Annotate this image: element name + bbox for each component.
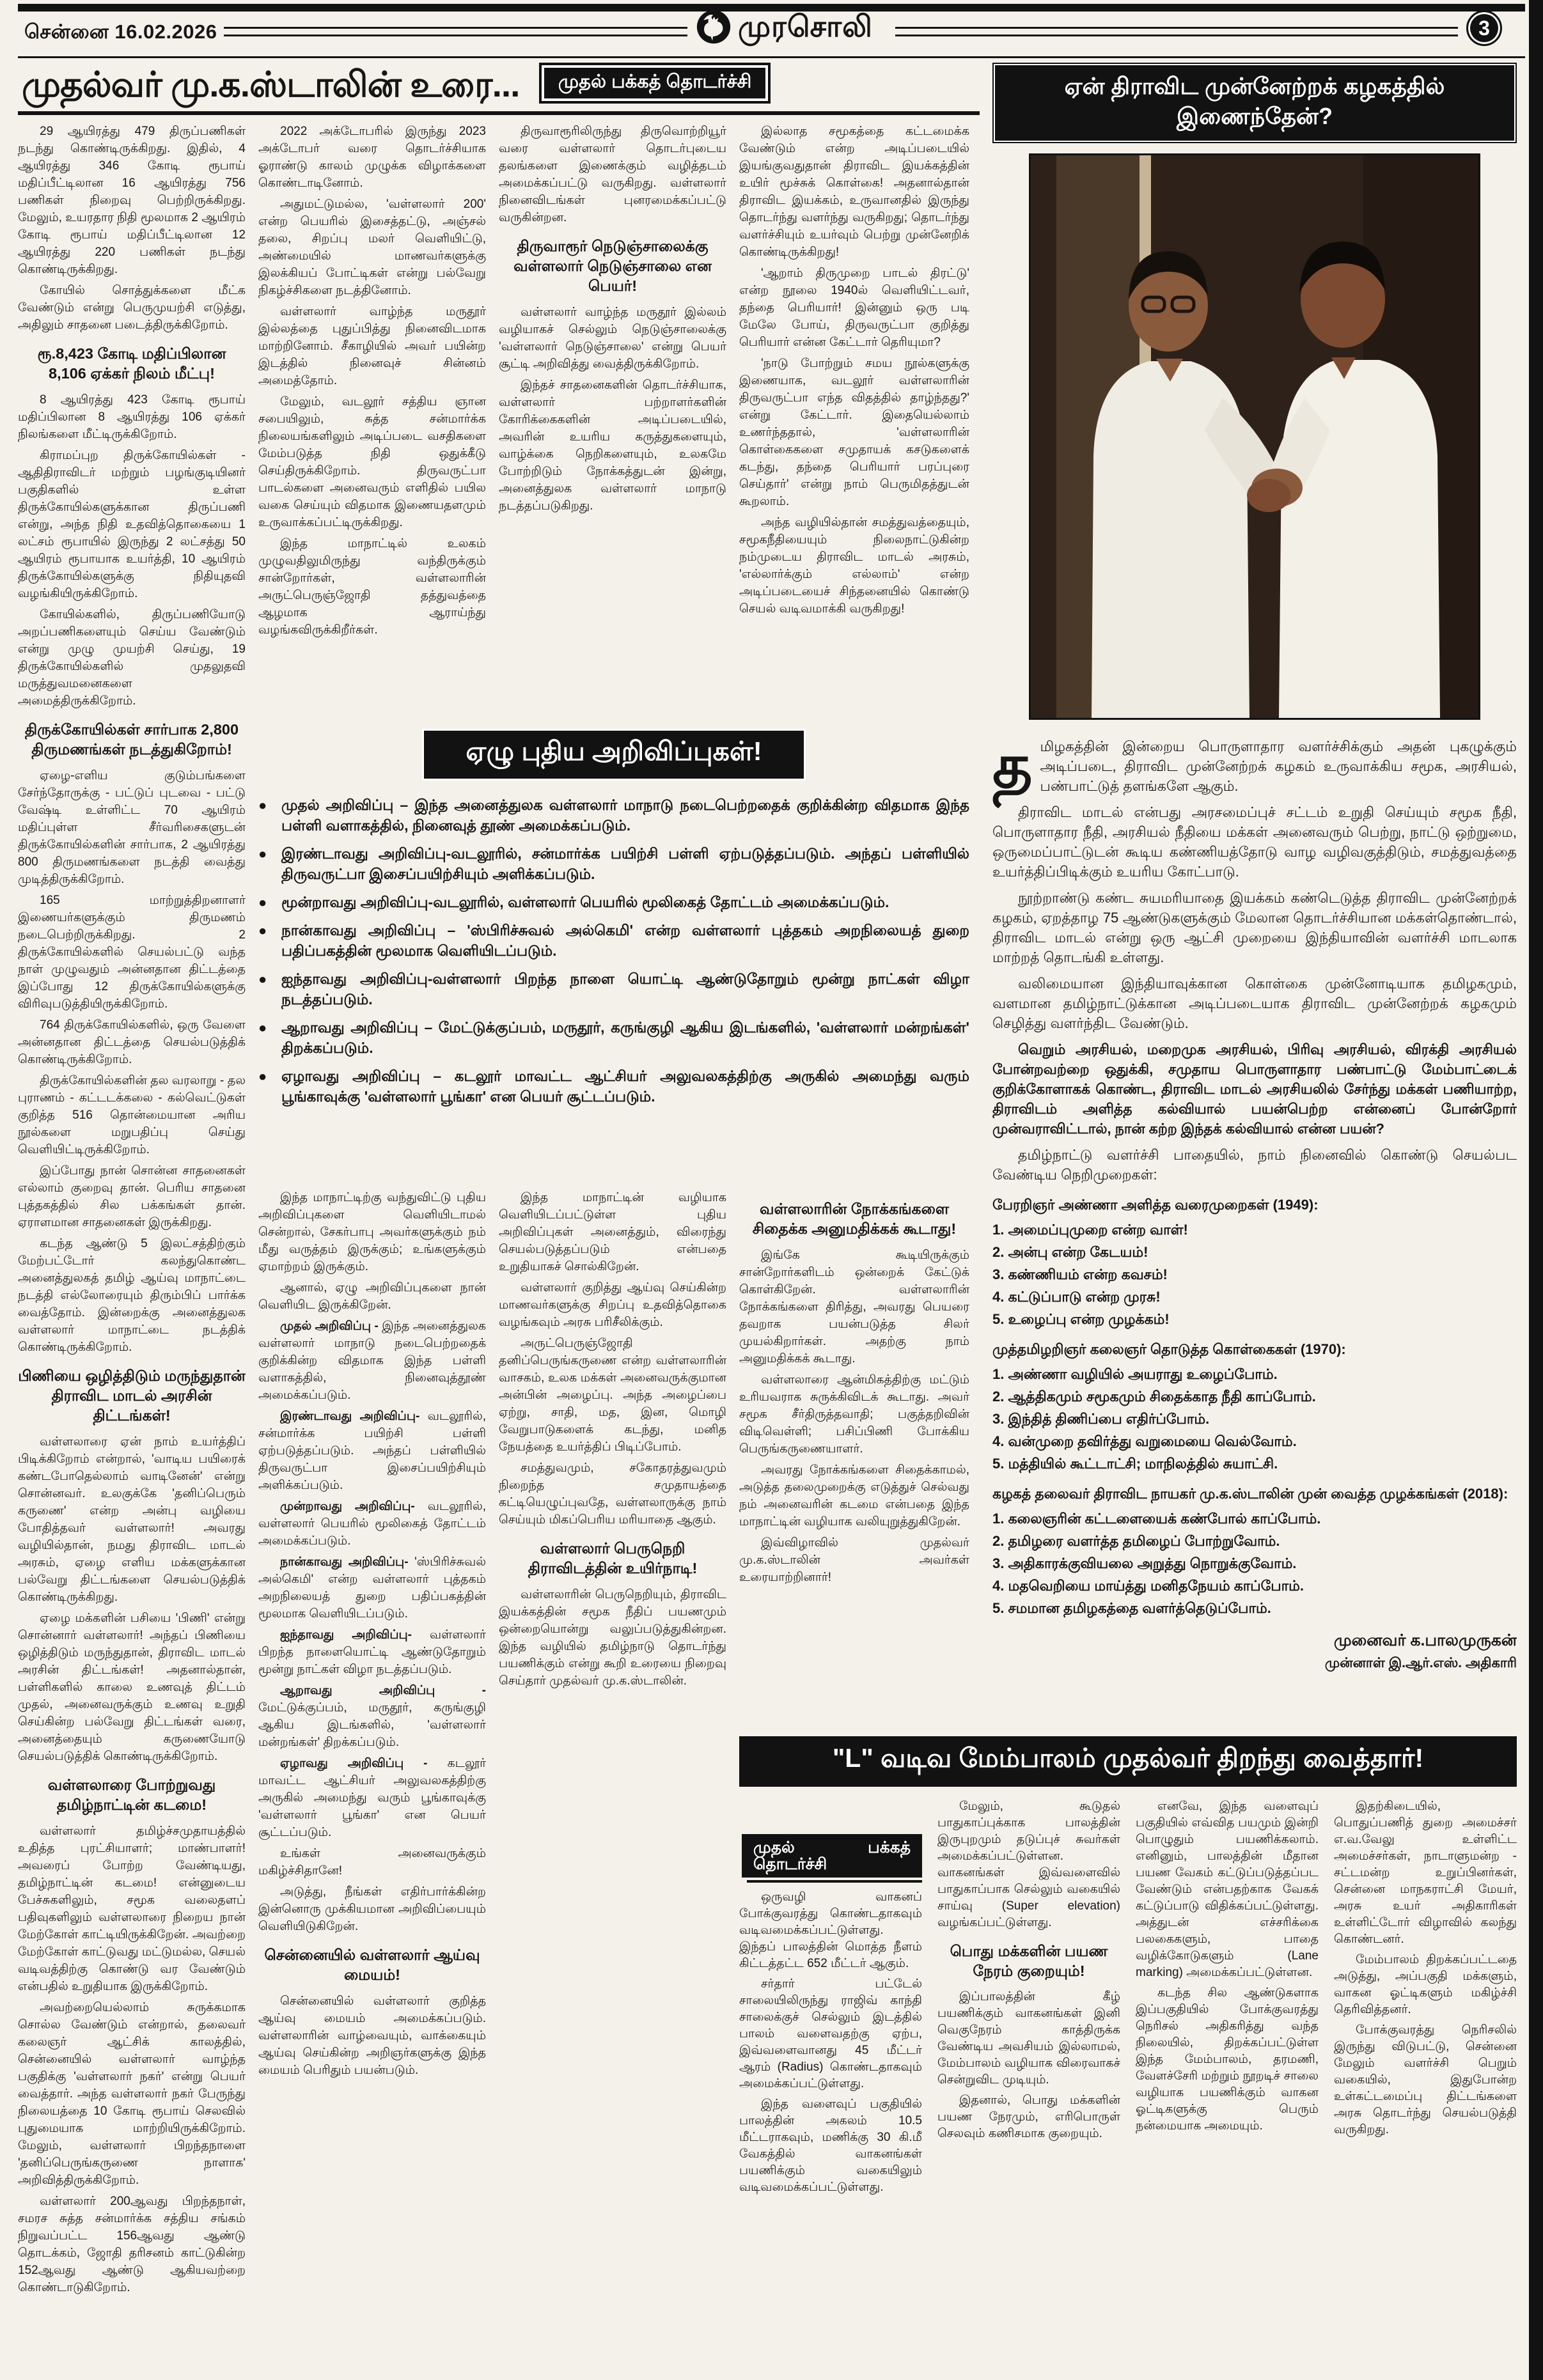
article-block: வள்ளலார் 200ஆவது பிறந்தநாள், சமரச சுத்த சன்மார்க்க சத்திய சங்கம் நிறுவப்பட்ட 156ஆவது ஆண்டு தொடக்கம், ஜோதி தரிசனம் காட்டுகின்ற 152ஆவது ஆண்டு ஆகியவற்றை கொண்டாடுகிறோம்.: [18, 2195, 246, 2294]
announcements-title: ஏழு புதிய அறிவிப்புகள்!: [422, 729, 806, 781]
article-block: இந்த வளைவுப் பகுதியில் பாலத்தின் அகலம் 10.5 மீட்டராகவும், மணிக்கு 30 கி.மீ வேகத்தில் வாகனங்கள் பயணிக்கும் வகையிலும் வடிவமைக்கப்பட்டுள்ளது.: [739, 2097, 922, 2194]
article-block: இல்லாத சமூகத்தை கட்டமைக்க வேண்டும் என்ற அடிப்படையில் இயங்குவதுதான் திராவிட இயக்கத்தின் உயிர் மூச்சுக் கொள்கை! அதனால்தான் திராவிட இயக்கம், உருவானதில் இருந்து தொடர்ந்து வளர்ந்து வருகிறது; தொடர்ந்து வளர்ச்சியும் உயர்வும் பெற்று முன்னேறிக் கொண்டிருக்கிறது!: [739, 125, 969, 259]
headline-rule: [18, 111, 980, 115]
right-article-block: நூற்றாண்டு கண்ட சுயமரியாதை இயக்கம் கண்டெடுத்த திராவிட முன்னேற்றக் கழகம், ஏறத்தாழ 75 ஆண்டுகளுக்கும் மேலான தொடர்ச்சியான மக்கள்தொண்டால், திராவிட மாடல் என்று ஒரு ஆட்சி முறையை இந்தியாவின் வளர்ச்சி மாடலாக மாற்றத் தொடங்கி உள்ளது.: [992, 890, 1517, 965]
article-block: 'ஆறாம் திருமுறை பாடல் திரட்டு' என்ற நூலை 1940ல் வெளியிட்டவர், தந்தை பெரியார்! இன்னும் ஒரு படி மேலே போய், திருவருட்பா குறித்து பெரியார் என்ன கேட்டார் தெரியுமா?: [739, 267, 969, 349]
flyover-headline: "L" வடிவ மேம்பாலம் முதல்வர் திறந்து வைத்தார்!: [739, 1736, 1517, 1787]
article-block: மேலும், கூடுதல் பாதுகாப்புக்காக பாலத்தின் இருபுறமும் தடுப்புச் சுவர்கள் அமைக்கப்பட்டுள்ளன. வாகனங்கள் இவ்வளைவில் பாதுகாப்பாக செல்லும் வகையில் சாய்வு (Super elevation) வழங்கப்பட்டுள்ளது.: [937, 1800, 1120, 1929]
article-block: போக்குவரத்து நெரிசலில் இருந்து விடுபட்டு, சென்னை மேலும் வளர்ச்சி பெறும் வகையில், இதுபோன்ற உள்கட்டமைப்பு திட்டங்களை அரசு தொடர்ந்து செயல்படுத்தி வருகிறது.: [1334, 2023, 1517, 2136]
article-block: சமத்துவமும், சகோதரத்துவமும் நிறைந்த சமுதாயத்தை கட்டியெழுப்புவதே, வள்ளலாருக்கு நாம் செய்யும் மிகப்பெரிய மரியாதை ஆகும்.: [499, 1461, 726, 1527]
article-block: திருவாரூரிலிருந்து திருவொற்றியூர் வரை வள்ளலார் தொடர்புடைய தலங்களை இணைக்கும் வழித்தடம் அமைக்கப்பட்டு வருகிறது. வள்ளலார் நினைவிடங்கள் புனரமைக்கப்பட்டு வருகின்றன.: [499, 125, 726, 224]
author-name: முனைவர் க.பாலமுருகன்: [1333, 1631, 1517, 1649]
article-block: இவ்விழாவில் முதல்வர் மு.க.ஸ்டாலின் அவர்கள் உரையாற்றினார்!: [739, 1536, 969, 1584]
flyover-column-4: [1334, 1798, 1517, 2354]
edition-date: சென்னை 16.02.2026: [24, 20, 217, 43]
byline: [992, 1631, 1517, 1673]
paper-logo: [696, 9, 873, 48]
announcement-item: ● முதல் அறிவிப்பு – இந்த அனைத்துலக வள்ளலார் மாநாடு நடைபெற்றதைக் குறிக்கின்ற விதமாக இந்த பள்ளி வளாகத்தில், நினைவுத் தூண் அமைக்கப்படும்.: [258, 795, 969, 836]
main-article-header: [22, 63, 980, 105]
article-block: 165 மாற்றுத்திறனாளர் இணையர்களுக்கும் திருமணம் நடைபெற்றிருக்கிறது. 2 திருக்கோயில்களில் செயல்பட்டு வந்த நாள் முழுவதும் அன்னதான திட்டத்தை இப்போது 12 திருக்கோயில்களுக்கு விரிவுபடுத்தியிருக்கிறோம்.: [18, 894, 246, 1011]
article-block: வள்ளலார் குறித்து ஆய்வு செய்கின்ற மாணவர்களுக்கு சிறப்பு உதவித்தொகை வழங்கவும் அரசு பரிசீலிக்கும்.: [499, 1281, 726, 1329]
masthead-rule-right: [895, 27, 1458, 36]
article-block: இந்தச் சாதனைகளின் தொடர்ச்சியாக, வள்ளலார் பற்றாளர்களின் கோரிக்கைகளின் அடிப்படையில், அவரின் உயரிய கருத்துகளையும், வாழ்க்கை நெறிகளையும், உலகமே போற்றிடும் நோக்கத்துடன் இன்று, அனைத்துலக வள்ளலார் மாநாடு நடத்தப்படுகிறது.: [499, 378, 726, 513]
article-block: 'நாடு போற்றும் சமய நூல்களுக்கு இணையாக, வடலூர் வள்ளலாரின் திருவருட்பா எந்த விதத்தில் தாழ்ந்தது?' என்று கேட்டார். இதையெல்லாம் உணர்ந்ததால், 'வள்ளலாரின் கொள்கைகளை சமுதாயக் கசடுகளைக் கடந்து, தந்தை பெரியார் பரப்புரை செய்தார்' என்று நாம் பெருமிதத்துடன் கூறலாம்.: [739, 357, 969, 508]
announcement-item: ● ஏழாவது அறிவிப்பு – கடலூர் மாவட்ட ஆட்சியர் அலுவலகத்திற்கு அருகில் அமைந்து வரும் பூங்காவுக்கு 'வள்ளலார் பூங்கா' என பெயர் சூட்டப்படும்.: [258, 1066, 969, 1107]
article-block: கடந்த சில ஆண்டுகளாக இப்பகுதியில் போக்குவரத்து நெரிசல் அதிகரித்து வந்த நிலையில், திறக்கப்பட்டுள்ள இந்த மேம்பாலம், தரமணி, வேளச்சேரி மற்றும் நூறடிச் சாலை வழியாக பயணிக்கும் வாகன ஓட்டிகளுக்கு பெரும் நன்மையாக அமையும்.: [1136, 1986, 1319, 2133]
article-block: மேம்பாலம் திறக்கப்பட்டதை அடுத்து, அப்பகுதி மக்களும், வாகன ஓட்டிகளும் மகிழ்ச்சி தெரிவித்தனர்.: [1334, 1953, 1517, 2016]
right-article-block: தமிழ்நாட்டு வளர்ச்சி பாதையில், நாம் நினைவில் கொண்டு செயல்பட வேண்டிய நெறிமுறைகள்:: [992, 1147, 1517, 1183]
article-block: வள்ளலார் தமிழ்ச்சமுதாயத்தில் உதித்த புரட்சியாளர்; மாண்பாளர்! அவரைப் போற்ற வேண்டியது, தமிழ்நாட்டின் கடமை! என்னுடைய பேச்சுகளிலும், சமூக வலைதளப் பதிவுகளிலும் வள்ளலாரை நிறைய நான் மேற்கோள் காட்டியிருக்கிறேன். அவற்றை மேற்கோள் காட்டுவது மட்டுமல்ல, செயல் வடிவத்திற்கு கொண்டு வர வேண்டும் என்பதில் உறுதியாக இருக்கிறோம்.: [18, 1824, 246, 1993]
flyover-column-1: [739, 1798, 922, 2354]
article-block: முதல் அறிவிப்பு - இந்த அனைத்துலக வள்ளலார் மாநாடு நடைபெற்றதைக் குறிக்கின்ற விதமாக இந்த பள்ளி வளாகத்தில், நினைவுத்தூண் அமைக்கப்படும்.: [258, 1319, 486, 1402]
article-block: கிராமப்புற திருக்கோயில்கள் - ஆதிதிராவிடர் மற்றும் பழங்குடியினர் பகுதிகளில் உள்ள திருக்கோயில்களுக்கான திருப்பணி என்று, அந்த நிதி உதவித்தொகையை 1 லட்சம் ரூபாயில் இருந்து 2 லட்சத்து 50 ஆயிரம் ரூபாயாக உயர்த்தி, 10 ஆயிரம் திருக்கோயில்களுக்கு நிதியுதவி வழங்கியிருக்கிறோம்.: [18, 449, 246, 600]
article-block: அவற்றையெல்லாம் சுருக்கமாக சொல்ல வேண்டும் என்றால், தலைவர் கலைஞர் ஆட்சிக் காலத்தில், சென்னையில் வள்ளலார் வாழ்ந்த பகுதிக்கு 'வள்ளலார் நகர்' என்று பெயர் வைத்தார். அந்த வள்ளலார் நகர் பேருந்து நிலையத்தை 10 கோடி ரூபாய் செலவில் புதுமையாக மாற்றியிருக்கிறோம். மேலும், வள்ளலார் பிறந்தநாளை 'தனிப்பெருங்கருணை நாளாக' அறிவித்திருக்கிறோம்.: [18, 2001, 246, 2187]
masthead-rule-left: [224, 27, 687, 36]
article-block: 764 திருக்கோயில்களில், ஒரு வேளை அன்னதான திட்டத்தை செயல்படுத்திக் கொண்டிருக்கிறோம்.: [18, 1018, 246, 1066]
article-block: மேலும், வடலூர் சத்திய ஞான சபையிலும், சுத்த சன்மார்க்க நிலையங்களிலும் அடிப்படை வசதிகளை மேம்படுத்த நிதி ஒதுக்கீடு செய்திருக்கிறோம். திருவருட்பா பாடல்களை அனைவரும் எளிதில் பயில வகை செய்யும் விதமாக இணையதளமும் உருவாக்கப்பட்டிருக்கிறது.: [258, 395, 486, 529]
article-block: கடந்த ஆண்டு 5 இலட்சத்திற்கும் மேற்பட்டோர் கலந்துகொண்ட அனைத்துலகத் தமிழ் ஆய்வு மாநாட்டை நடத்தி எல்லோரையும் திரும்பிப் பார்க்க வைத்தோம். இன்றைக்கு அனைத்துலக வள்ளலார் மாநாட்டை நடத்திக் கொண்டிருக்கிறோம்.: [18, 1237, 246, 1354]
right-article-block: 5. மத்தியில் கூட்டாட்சி; மாநிலத்தில் சுயாட்சி.: [992, 1456, 1278, 1472]
article-block: வள்ளலார் வாழ்ந்த மருதூர் இல்லம் வழியாகச் செல்லும் நெடுஞ்சாலைக்கு 'வள்ளலார் நெடுஞ்சாலை' என்று பெயர் சூட்டி அறிவித்து வைத்திருக்கிறோம்.: [499, 306, 726, 371]
main-headline: முதல்வர் மு.க.ஸ்டாலின் உரை...: [22, 65, 520, 104]
right-article-block: 4. வன்முறை தவிர்த்து வறுமையை வெல்வோம்.: [992, 1433, 1297, 1449]
article-block: அந்த வழியில்தான் சமத்துவத்தையும், சமூகநீதியையும் நிலைநாட்டுகின்ற நம்முடைய திராவிட மாடல் அரசும், 'எல்லார்க்கும் எல்லாம்' என்ற அடிப்படையைச் சிந்தனையில் கொண்டு செயல் வடிவமாக்கி வருகிறது!: [739, 516, 969, 616]
article-block: திருக்கோயில்களின் தல வரலாறு - தல புராணம் - கட்டடக்கலை - கல்வெட்டுகள் குறித்த 516 தொன்மையான அரிய நூல்களை மறுபதிப்பு செய்து வெளியிட்டிருக்கிறோம்.: [18, 1074, 246, 1156]
main-column-3-top: [499, 123, 726, 719]
article-block: ஒருவழி வாகனப் போக்குவரத்து கொண்டதாகவும் வடிவமைக்கப்பட்டுள்ளது. இந்தப் பாலத்தின் மொத்த நீளம் கிட்டத்தட்ட 652 மீட்டர் ஆகும்.: [739, 1890, 922, 1970]
announcement-item: ● இரண்டாவது அறிவிப்பு-வடலூரில், சன்மார்க்க பயிற்சி பள்ளி ஏற்படுத்தப்படும். அந்தப் பள்ளியில் திருவருட்பா இசைப்பயிற்சியும் அளிக்கப்படும்.: [258, 843, 969, 884]
masthead-bottom-rule: [18, 56, 1525, 58]
article-block: ரூ.8,423 கோடி மதிப்பிலான 8,106 ஏக்கர் நிலம் மீட்பு!: [37, 345, 226, 382]
right-article-body: [992, 802, 1517, 1618]
right-article-block: 2. தமிழரை வளர்த்த தமிழைப் போற்றுவோம்.: [992, 1533, 1280, 1549]
article-block: இந்த மாநாட்டில் உலகம் முழுவதிலுமிருந்து வந்திருக்கும் சான்றோர்கள், வள்ளலாரின் அருட்பெருஞ்ஜோதி தத்துவத்தை ஆழமாக ஆராய்ந்து வழங்கவிருக்கிறீர்கள்.: [258, 537, 486, 637]
handshake-photo-illustration: [1031, 155, 1478, 718]
page-number-badge: 3: [1466, 10, 1502, 46]
right-article-block: பேரறிஞர் அண்ணா அளித்த வரைமுறைகள் (1949):: [992, 1197, 1319, 1213]
main-column-2-bottom: [258, 1189, 486, 2363]
right-article-block: 2. ஆத்திகமும் சமூகமும் சிதைக்காத நீதி காப்போம்.: [992, 1388, 1316, 1404]
main-column-3-bottom: [499, 1189, 726, 2363]
right-article-block: 4. மதவெறியை மாய்த்து மனிதநேயம் காப்போம்.: [992, 1578, 1304, 1594]
right-article-block: 4. கட்டுப்பாடு என்ற முரசு!: [992, 1289, 1161, 1305]
article-block: அவரது நோக்கங்களை சிதைக்காமல், அடுத்த தலைமுறைக்கு எடுத்துச் செல்வது நம் அனைவரின் கடமை என்பதை இந்த மாநாட்டின் வழியாக வலியுறுத்துகிறேன்.: [739, 1463, 969, 1528]
right-article: [992, 63, 1517, 1721]
article-block: வள்ளலாரை போற்றுவது தமிழ்நாட்டின் கடமை!: [47, 1777, 216, 1813]
announcement-item: ● மூன்றாவது அறிவிப்பு-வடலூரில், வள்ளலார் பெயரில் மூலிகைத் தோட்டம் அமைக்கப்படும்.: [258, 892, 969, 912]
article-block: இதனால், பொது மக்களின் பயண நேரமும், எரிபொருள் செலவும் கணிசமாக குறையும்.: [937, 2094, 1120, 2140]
article-block: இப்போது நான் சொன்ன சாதனைகள் எல்லாம் குறைவு தான். பெரிய சாதனை புத்தகத்தில் சில பக்கங்கள் தான். ஏராளமான சாதனைகள் இருக்கிறது.: [18, 1164, 246, 1229]
right-article-block: 1. அண்ணா வழியில் அயராது உழைப்போம்.: [992, 1366, 1278, 1382]
article-block: பிணியை ஒழித்திடும் மருந்துதான் திராவிட மாடல் அரசின் திட்டங்கள்!: [18, 1367, 246, 1424]
article-block: பொது மக்களின் பயண நேரம் குறையும்!: [950, 1943, 1108, 1979]
article-block: ஏழாவது அறிவிப்பு - கடலூர் மாவட்ட ஆட்சியர் அலுவலகத்திற்கு அருகில் அமைந்து வரும் பூங்காவுக்கு 'வள்ளலார் பூங்கா' என பெயர் சூட்டப்படும்.: [258, 1757, 486, 1839]
main-column-1: [18, 123, 246, 2363]
flyover-column-2: [937, 1798, 1120, 2354]
main-column-2-top: [258, 123, 486, 719]
article-block: கோயில்களில், திருப்பணியோடு அறப்பணிகளையும் செய்ய வேண்டும் என்று முழு முயற்சி செய்து, 19 திருக்கோயில்களில் முதலுதவி மருத்துவமனைகளை அமைத்திருக்கிறோம்.: [18, 608, 246, 708]
article-block: சென்னையில் வள்ளலார் ஆய்வு மையம்!: [264, 1947, 480, 1983]
article-block: இரண்டாவது அறிவிப்பு- வடலூரில், சன்மார்க்க பயிற்சி பள்ளி ஏற்படுத்தப்படும். அந்தப் பள்ளியில் திருவருட்பா இசைப்பயிற்சியும் அளிக்கப்படும்.: [258, 1410, 486, 1492]
article-block: அடுத்து, நீங்கள் எதிர்பார்க்கின்ற இன்னொரு முக்கியமான அறிவிப்பையும் வெளியிடுகிறேன்.: [258, 1885, 486, 1933]
article-block: இதற்கிடையில், பொதுப்பணித் துறை அமைச்சர் எ.வ.வேலு உள்ளிட்ட அமைச்சர்கள், நாடாளுமன்ற - சட்டமன்ற உறுப்பினர்கள், சென்னை மாநகராட்சி மேயர், அரசு உயர் அதிகாரிகள் உள்ளிட்டோர் விழாவில் கலந்து கொண்டனர்.: [1334, 1800, 1517, 1946]
article-block: முன்றாவது அறிவிப்பு- வடலூரில், வள்ளலார் பெயரில் மூலிகைத் தோட்டம் அமைக்கப்படும்.: [258, 1500, 486, 1548]
article-block: அருட்பெருஞ்ஜோதி தனிப்பெருங்கருணை என்ற வள்ளலாரின் வாசகம், உலக மக்கள் அனைவருக்குமான அன்பின் அழைப்பு. அந்த அழைப்பை ஏற்று, சாதி, மத, இன, மொழி வேறுபாடுகளைக் கடந்து, மனித நேயத்தை உயர்த்திப் பிடிப்போம்.: [499, 1337, 726, 1454]
article-block: ஆறாவது அறிவிப்பு - மேட்டுக்குப்பம், மருதூர், கருங்குழி ஆகிய இடங்களில், 'வள்ளலார் மன்றங்கள்' திறக்கப்படும்.: [258, 1684, 486, 1749]
author-title: முன்னாள் இ.ஆர்.எஸ். அதிகாரி: [1324, 1656, 1517, 1670]
article-block: ஏழை மக்களின் பசியை 'பிணி' என்று சொன்னார் வள்ளலார்! அந்தப் பிணியை ஒழித்திடும் மருந்துதான், திராவிட மாடல் அரசின் திட்டங்கள்! அதனால்தான், பள்ளிகளில் காலை உணவுத் திட்டம் முதல், அனைவருக்கும் உணவு உறுதி செய்கின்ற பல்வேறு திட்டங்கள் வரை, அனைத்தையும் கருணையோடு செயல்படுத்திக் கொண்டிருக்கிறோம்.: [18, 1612, 246, 1763]
right-article-block: 3. கண்ணியம் என்ற கவசம்!: [992, 1266, 1168, 1282]
article-block: வள்ளலாரை ஆன்மிகத்திற்கு மட்டும் உரியவராக சுருக்கிவிடக் கூடாது. அவர் சமூக சீர்திருத்தவாதி; பகுத்தறிவின் விடிவெள்ளி; பசிப்பிணி போக்கிய பெருங்கருணையாளர்.: [739, 1373, 969, 1456]
flyover-column-3: [1136, 1798, 1319, 2354]
right-article-block: 5. உழைப்பு என்ற முழக்கம்!: [992, 1311, 1170, 1327]
main-column-4-top: [739, 123, 969, 719]
article-block: வள்ளலார் பெருநெறி திராவிடத்தின் உயிர்நாடி!: [528, 1540, 698, 1576]
article-block: 29 ஆயிரத்து 479 திருப்பணிகள் நடந்து கொண்டிருக்கிறது. இதில், 4 ஆயிரத்து 346 கோடி ரூபாய் மதிப்பீட்டிலான 16 ஆயிரத்து 756 பணிகள் நிறைவு பெற்றிருக்கிறது. மேலும், உயரதார நிதி மூலமாக 2 ஆயிரம் கோடி ரூபாய் மதிப்பீட்டிலான 12 ஆயிரத்து 220 பணிகள் நடந்து கொண்டிருக்கிறது.: [18, 125, 246, 276]
continuation-tag: முதல் பக்கத் தொடர்ச்சி: [539, 63, 771, 104]
right-article-block: 2. அன்பு என்ற கேடயம்!: [992, 1244, 1148, 1260]
right-article-block: முத்தமிழறிஞர் கலைஞர் தொடுத்த கொள்கைகள் (1970):: [992, 1341, 1346, 1357]
article-block: வள்ளலார் வாழ்ந்த மருதூர் இல்லத்தை புதுப்பித்து நினைவிடமாக மாற்றினோம். சீகாழியில் அவர் பயின்ற இடத்தில் நினைவுச் சின்னம் அமைத்தோம்.: [258, 305, 486, 387]
flyover-article: [739, 1736, 1517, 2363]
drop-cap: த: [992, 732, 1033, 800]
article-block: சர்தார் பட்டேல் சாலையிலிருந்து ராஜிவ் காந்தி சாலைக்குச் செல்லும் இடத்தில் பாலம் வளைவதற்கு ஏற்ப, இவ்வளைவானது 45 மீட்டர் ஆரம் (Radius) கொண்டதாகவும் அமைக்கப்பட்டுள்ளது.: [739, 1977, 922, 2090]
article-block: ஆனால், ஏழு அறிவிப்புகளை நான் வெளியிட இருக்கிறேன்.: [258, 1281, 486, 1312]
article-block: நான்காவது அறிவிப்பு- 'ஸ்பிரிச்சுவல் அல்கெமி' என்ற வள்ளலார் புத்தகம் அறநிலையத் துறை பதிப்பகத்தின் மூலமாக வெளியிடப்படும்.: [258, 1555, 486, 1621]
right-article-block: வலிமையான இந்தியாவுக்கான கொள்கை முன்னோடியாக தமிழகமும், வளமான தமிழ்நாட்டுக்கான அடிப்படையாக திராவிட முன்னேற்றக் கழகமும் செழித்து வளர்ந்திட வேண்டும்.: [992, 976, 1517, 1031]
article-block: இப்பாலத்தின் கீழ் பயணிக்கும் வாகனங்கள் இனி வெகுநேரம் காத்திருக்க வேண்டிய அவசியம் இல்லாமல், மேம்பாலம் வழியாக விரைவாகச் சென்றுவிட முடியும்.: [937, 1990, 1120, 2087]
main-column-4-middle: [739, 1189, 969, 1721]
article-block: 2022 அக்டோபரில் இருந்து 2023 அக்டோபர் வரை தொடர்ச்சியாக ஓராண்டு காலம் முழுக்க விழாக்களை கொண்டாடினோம்.: [258, 125, 486, 190]
flyover-continuation-tag: முதல் பக்கத் தொடர்ச்சி: [742, 1834, 922, 1878]
right-article-block: திராவிட மாடல் என்பது அரசமைப்புச் சட்டம் உறுதி செய்யும் சமூக நீதி, பொருளாதார நீதி, அரசியல் நீதியை மக்கள் அனைவரும் பெற்று, நாட்டு ஒற்றுமை, ஒருமைப்பாட்டுடன் கூடிய கண்ணியத்தோடு வாழ வழிவகுத்திடும், சமத்துவத்தை உயர்த்திப்பிடிக்கும் உயரிய கோட்பாடு.: [992, 804, 1517, 880]
article-block: இங்கே கூடியிருக்கும் சான்றோர்களிடம் ஒன்றைக் கேட்டுக் கொள்கிறேன். வள்ளலாரின் நோக்கங்களை திரித்து, அவரது பெயரை தவறாக பயன்படுத்த சிலர் முயல்கிறார்கள். அதற்கு நாம் அனுமதிக்கக் கூடாது.: [739, 1248, 969, 1365]
announcement-item: ● நான்காவது அறிவிப்பு – 'ஸ்பிரிச்சுவல் அல்கெமி' என்ற வள்ளலார் புத்தகம் அறநிலையத் துறை பதிப்பகத்தின் மூலமாக வெளியிடப்படும்.: [258, 920, 969, 961]
right-edge-stripe: [1529, 0, 1543, 2380]
article-block: அதுமட்டுமல்ல, 'வள்ளலார் 200' என்ற பெயரில் இசைத்தட்டு, அஞ்சல் தலை, சிறப்பு மலர் வெளியிட்டு, அண்மையில் மாணவர்களுக்கு இலக்கியப் போட்டிகள் என்று பல்வேறு நிகழ்ச்சிகளை நடத்தினோம்.: [258, 198, 486, 297]
announcement-item: ● ஆறாவது அறிவிப்பு – மேட்டுக்குப்பம், மருதூர், கருங்குழி ஆகிய இடங்களில், 'வள்ளலார் மன்றங்கள்' திறக்கப்படும்.: [258, 1017, 969, 1058]
article-block: ஐந்தாவது அறிவிப்பு- வள்ளலார் பிறந்த நாளையொட்டி ஆண்டுதோறும் மூன்று நாட்கள் விழா நடத்தப்படும்.: [258, 1628, 486, 1676]
right-article-block: கழகத் தலைவர் திராவிட நாயகர் மு.க.ஸ்டாலின் முன் வைத்த முழக்கங்கள் (2018):: [992, 1486, 1508, 1502]
announcement-item: ● ஐந்தாவது அறிவிப்பு-வள்ளலார் பிறந்த நாளை யொட்டி ஆண்டுதோறும் மூன்று நாட்கள் விழா நடத்தப்படும்.: [258, 968, 969, 1009]
right-article-block: 5. சமமான தமிழகத்தை வளர்த்தெடுப்போம்.: [992, 1600, 1271, 1616]
article-block: இந்த மாநாட்டிற்கு வந்துவிட்டு புதிய அறிவிப்புகளை வெளியிடாமல் சென்றால், சேகர்பாபு அவர்களுக்கும் நம் மீது வருத்தம் இருக்கும்; உங்களுக்கும் ஏமாற்றம் இருக்கும்.: [258, 1191, 486, 1273]
right-article-block: 3. அதிகாரக்குவியலை அறுத்து நொறுக்குவோம்.: [992, 1555, 1297, 1571]
right-article-block: 1. அமைப்புமுறை என்ற வாள்!: [992, 1222, 1188, 1238]
article-block: திருக்கோயில்கள் சார்பாக 2,800 திருமணங்கள் நடத்துகிறோம்!: [24, 721, 239, 758]
article-block: எனவே, இந்த வளைவுப் பகுதியில் எவ்வித பயமும் இன்றி பொழுதும் பயணிக்கலாம். எனினும், பாலத்தின் மீதான பயண வேகம் கட்டுப்படுத்தப்பட வேண்டும் என்பதற்காக வேகக் கட்டுப்பாடு விதிக்கப்பட்டுள்ளது. அத்துடன் எச்சரிக்கை பலகைகளும், பாதை வழிக்கோடுகளும் (Lane marking) அமைக்கப்பட்டுள்ளன.: [1136, 1800, 1319, 1979]
right-article-block: வெறும் அரசியல், மறைமுக அரசியல், பிரிவு அரசியல், விரக்தி அரசியல் போன்றவற்றை ஒதுக்கி, சமுதாய பொருளாதார பண்பாட்டு மேம்பாட்டைக் குறிக்கோளாகக் கொண்ட, திராவிட மாடல் அரசியலில் சேர்ந்து மக்கள் பணியாற்ற, திராவிடம் அளித்த கல்வியால் பயன்பெற்ற என்னைப் போன்றோர் முன்வராவிட்டால், நான் கற்ற இந்தக் கல்வியால் என்ன பயன்?: [992, 1041, 1517, 1137]
right-article-block: 3. இந்தித் திணிப்பை எதிர்ப்போம்.: [992, 1411, 1210, 1427]
article-block: உங்கள் அனைவருக்கும் மகிழ்ச்சிதானே!: [258, 1847, 486, 1878]
article-block: வள்ளலாரின் நோக்கங்களை சிதைக்க அனுமதிக்கக் கூடாது!: [752, 1201, 957, 1237]
article-block: வள்ளலாரை ஏன் நாம் உயர்த்திப் பிடிக்கிறோம் என்றால், 'வாடிய பயிரைக் கண்டபோதெல்லாம் வாடினேன்' என்று சொன்னவர். உலகுக்கே 'தனிப்பெரும் கருணை' என்ற அன்பு வழியை போதித்தவர் வள்ளலார்! அவரது வழியில்தான், நமது திராவிட மாடல் அரசும், ஏழை எளிய மக்களுக்கான பல்வேறு திட்டங்களை செயல்படுத்திக் கொண்டிருக்கிறது.: [18, 1435, 246, 1604]
right-article-intro: தமிழகத்தின் இன்றைய பொருளாதார வளர்ச்சிக்கும் அதன் புகழுக்கும் அடிப்படை, திராவிட முன்னேற்றக் கழகம் உருவாக்கிய சமூக, அரசியல், பண்பாட்டுத் தளங்களே ஆகும்.: [992, 732, 1517, 800]
announcements-list: [258, 795, 969, 1107]
article-block: இந்த மாநாட்டின் வழியாக வெளியிடப்பட்டுள்ள புதிய அறிவிப்புகள் அனைத்தும், விரைந்து செயல்படுத்தப்படும் என்பதை உறுதியாகச் சொல்கிறேன்.: [499, 1191, 726, 1273]
paper-name: முரசொலி: [738, 10, 873, 43]
right-article-headline: ஏன் திராவிட முன்னேற்றக் கழகத்தில் இணைந்தேன்?: [992, 63, 1517, 143]
article-block: கோயில் சொத்துக்களை மீட்க வேண்டும் என்று பெருமுயற்சி எடுத்து, அதிலும் சாதனை படைத்திருக்கிறோம்.: [18, 284, 246, 332]
article-block: திருவாரூர் நெடுஞ்சாலைக்கு வள்ளலார் நெடுஞ்சாலை என பெயர்!: [513, 238, 712, 294]
handshake-photo: [1029, 153, 1480, 720]
article-block: 8 ஆயிரத்து 423 கோடி ரூபாய் மதிப்பிலான 8 ஆயிரத்து 106 ஏக்கர் நிலங்களை மீட்டிருக்கிறோம்.: [18, 393, 246, 441]
announcements-box: [258, 729, 969, 1178]
article-block: ஏழை-எளிய குடும்பங்களை சேர்ந்தோருக்கு - பட்டுப் புடவை - பட்டு வேஷ்டி உள்ளிட்ட 70 ஆயிரம் மதிப்புள்ள சீர்வரிசைகளுடன் திருக்கோயில்களின் சார்பாக, 2 ஆயிரத்து 800 திருமணங்களை நடத்தி வைத்து முடித்திருக்கிறோம்.: [18, 769, 246, 886]
right-article-block: 1. கலைஞரின் கட்டளையைக் கண்போல் காப்போம்.: [992, 1511, 1321, 1527]
rooster-logo-icon: [696, 9, 732, 48]
article-block: சென்னையில் வள்ளலார் குறித்த ஆய்வு மையம் அமைக்கப்படும். வள்ளலாரின் வாழ்வையும், வாக்கையும் ஆய்வு செய்கின்ற அறிஞர்களுக்கு இந்த மையம் பெரிதும் பயன்படும்.: [258, 1995, 486, 2077]
article-block: வள்ளலாரின் பெருநெறியும், திராவிட இயக்கத்தின் சமூக நீதிப் பயணமும் ஒன்றையொன்று வலுப்படுத்துகின்றன. இந்த வழியில் தமிழ்நாடு தொடர்ந்து பயணிக்கும் என்று கூறி உரையை நிறைவு செய்தார் முதல்வர் மு.க.ஸ்டாலின்.: [499, 1588, 726, 1688]
